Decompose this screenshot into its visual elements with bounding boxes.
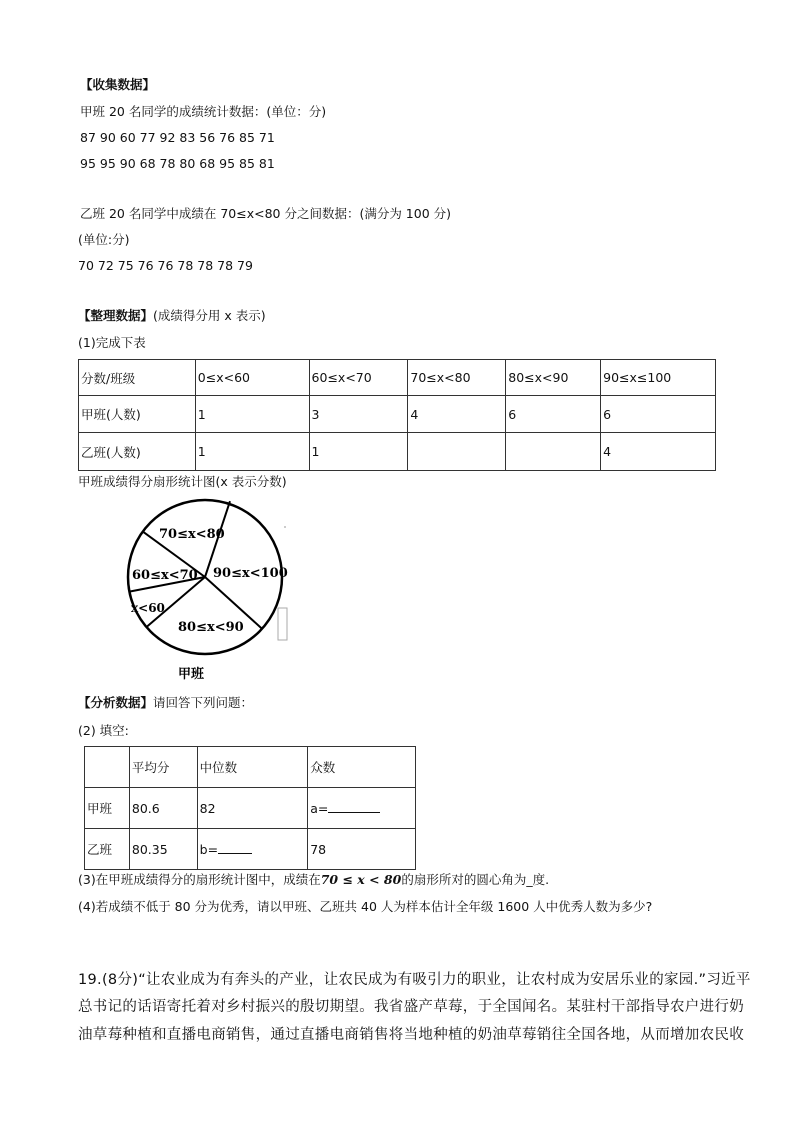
- table-cell: 甲班: [85, 788, 130, 829]
- yi-scores-row: 70 72 75 76 76 78 78 78 79: [78, 258, 253, 273]
- header-cell: 中位数: [197, 747, 308, 788]
- stats-row-jia: [85, 788, 416, 829]
- table-cell: 3: [309, 396, 408, 433]
- task-1: (1)完成下表: [78, 335, 146, 350]
- table-cell: 82: [197, 788, 308, 829]
- frequency-table-header: [79, 360, 716, 396]
- median-b-label: b=: [199, 841, 219, 857]
- task-2: (2) 填空:: [78, 723, 129, 738]
- table-cell: 乙班(人数): [79, 433, 196, 471]
- analyze-heading-line: [78, 694, 253, 712]
- yi-intro: 乙班 20 名同学中成绩在 70≤x<80 分之间数据：(满分为 100 分): [80, 206, 452, 221]
- header-cell: 分数/班级: [79, 360, 196, 396]
- problem-19-line-3: 油草莓种植和直播电商销售，通过直播电商销售将当地种植的奶油草莓销往全国各地，从而增加农民收: [78, 1027, 744, 1043]
- pie-label-80-90: 80≤x<90: [178, 620, 244, 635]
- collect-heading: 【收集数据】: [80, 77, 156, 92]
- analyze-heading-rest: 请回答下列问题：: [153, 695, 254, 710]
- jia-intro: 甲班 20 名同学的成绩统计数据：(单位：分): [80, 104, 327, 119]
- pie-label-90-100: 90≤x<100: [213, 566, 288, 581]
- frequency-table: [78, 359, 716, 471]
- table-cell: 6: [601, 396, 716, 433]
- header-cell: 70≤x<80: [408, 360, 506, 396]
- pie-chart: [110, 492, 300, 687]
- scan-artifact: [278, 608, 287, 640]
- header-cell: 0≤x<60: [195, 360, 309, 396]
- pie-footer: 甲班: [178, 667, 205, 682]
- table-row-yi: [79, 433, 716, 471]
- stats-row-yi: [85, 829, 416, 870]
- q3-math: 70 ≤ x < 80: [320, 872, 402, 887]
- jia-scores-row-1: 87 90 60 77 92 83 56 76 85 71: [80, 130, 275, 145]
- table-cell: 乙班: [85, 829, 130, 870]
- yi-unit: (单位:分): [78, 232, 130, 247]
- table-cell: [197, 829, 308, 870]
- organize-heading-line: [78, 307, 266, 325]
- table-row-jia: [79, 396, 716, 433]
- header-cell: 80≤x<90: [506, 360, 601, 396]
- statistics-table-header: [85, 747, 416, 788]
- table-cell: [308, 788, 416, 829]
- q3-post: 的扇形所对的圆心角为_度.: [401, 872, 550, 887]
- table-cell: 6: [506, 396, 601, 433]
- problem-19-line-1: 19.(8分)“让农业成为有奔头的产业，让农民成为有吸引力的职业，让农村成为安居乐业的家园.”习近平: [78, 972, 751, 988]
- table-cell: 4: [601, 433, 716, 471]
- table-cell: 80.6: [129, 788, 197, 829]
- jia-scores-row-2: 95 95 90 68 78 80 68 95 85 81: [80, 156, 275, 171]
- header-cell: 90≤x≤100: [601, 360, 716, 396]
- pie-label-70-80: 70≤x<80: [159, 527, 225, 542]
- pie-label-60-70: 60≤x<70: [132, 568, 198, 583]
- table-cell: 1: [309, 433, 408, 471]
- mode-a-blank[interactable]: [328, 812, 380, 813]
- question-4: (4)若成绩不低于 80 分为优秀，请以甲班、乙班共 40 人为样本估计全年级 1600 人中优秀人数为多少?: [78, 899, 653, 914]
- header-cell: 平均分: [129, 747, 197, 788]
- q3-pre: (3)在甲班成绩得分的扇形统计图中，成绩在: [78, 872, 321, 887]
- statistics-table: [84, 746, 416, 870]
- header-cell: [85, 747, 130, 788]
- organize-heading: 【整理数据】: [78, 308, 154, 323]
- analyze-heading: 【分析数据】: [78, 695, 154, 710]
- table-cell: [506, 433, 601, 471]
- table-cell: 1: [195, 433, 309, 471]
- question-3: [78, 871, 549, 889]
- mode-a-label: a=: [310, 800, 329, 816]
- table-cell: 78: [308, 829, 416, 870]
- table-cell: 1: [195, 396, 309, 433]
- problem-19-line-2: 总书记的话语寄托着对乡村振兴的殷切期望。我省盛产草莓，于全国闻名。某驻村干部指导农户进行奶: [78, 999, 744, 1015]
- table-cell: 80.35: [129, 829, 197, 870]
- organize-heading-note: (成绩得分用 x 表示): [153, 308, 266, 323]
- pie-caption: 甲班成绩得分扇形统计图(x 表示分数): [78, 474, 287, 489]
- header-cell: 60≤x<70: [309, 360, 408, 396]
- median-b-blank[interactable]: [218, 853, 252, 854]
- table-cell: 甲班(人数): [79, 396, 196, 433]
- table-cell: 4: [408, 396, 506, 433]
- table-cell: [408, 433, 506, 471]
- header-cell: 众数: [308, 747, 416, 788]
- pie-label-below-60: x<60: [131, 601, 165, 615]
